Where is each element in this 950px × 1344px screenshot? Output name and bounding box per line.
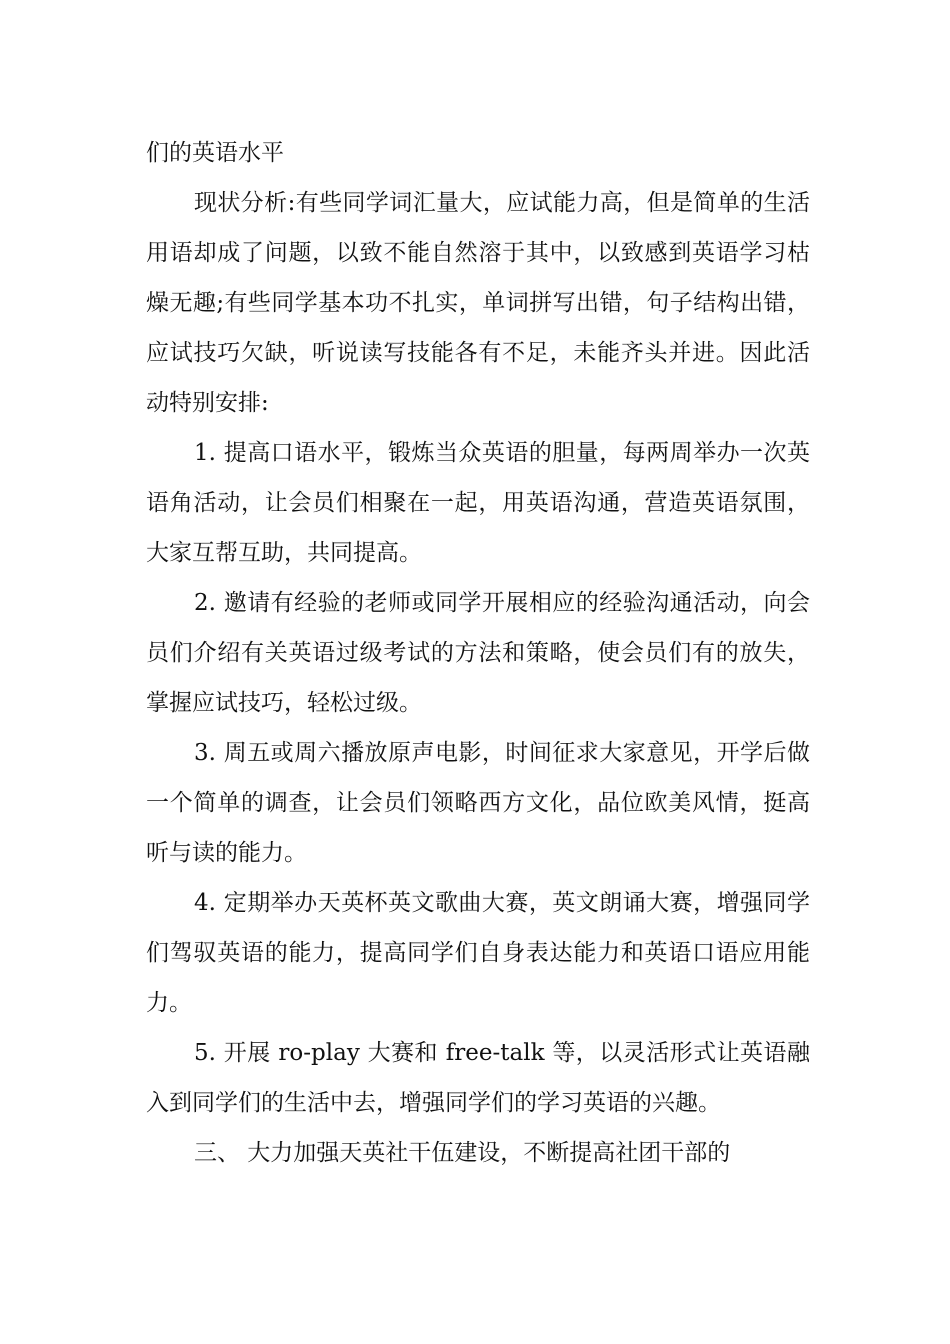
paragraph-status-analysis: 现状分析:有些同学词汇量大，应试能力高，但是简单的生活用语却成了问题，以致不能自然溶于其中，以致感到英语学习枯燥无趣;有些同学基本功不扎实，单词拼写出错，句子结构出错，应试技巧欠缺，听说读写技能各有不足，未能齐头并进。因此活动特别安排:: [146, 190, 810, 416]
paragraph-item-5: 5. 开展 ro-play 大赛和 free-talk 等，以灵活形式让英语融入到同学们的生活中去，增强同学们的学习英语的兴趣。: [146, 1040, 810, 1116]
paragraph-item-1: 1. 提高口语水平，锻炼当众英语的胆量，每两周举办一次英语角活动，让会员们相聚在一起，用英语沟通，营造英语氛围，大家互帮互助，共同提高。: [146, 440, 810, 566]
section-heading-three: 三、 大力加强天英社干伍建设，不断提高社团干部的: [194, 1140, 731, 1166]
paragraph-item-4: 4. 定期举办天英杯英文歌曲大赛，英文朗诵大赛，增强同学们驾驭英语的能力，提高同学们自身表达能力和英语口语应用能力。: [146, 890, 810, 1016]
document-body: [146, 128, 810, 1178]
paragraph-continuation: 们的英语水平: [146, 140, 284, 166]
paragraph-item-2: 2. 邀请有经验的老师或同学开展相应的经验沟通活动，向会员们介绍有关英语过级考试的方法和策略，使会员们有的放失，掌握应试技巧，轻松过级。: [146, 590, 810, 716]
paragraph-item-3: 3. 周五或周六播放原声电影，时间征求大家意见，开学后做一个简单的调查，让会员们领略西方文化，品位欧美风情，挺高听与读的能力。: [146, 740, 810, 866]
